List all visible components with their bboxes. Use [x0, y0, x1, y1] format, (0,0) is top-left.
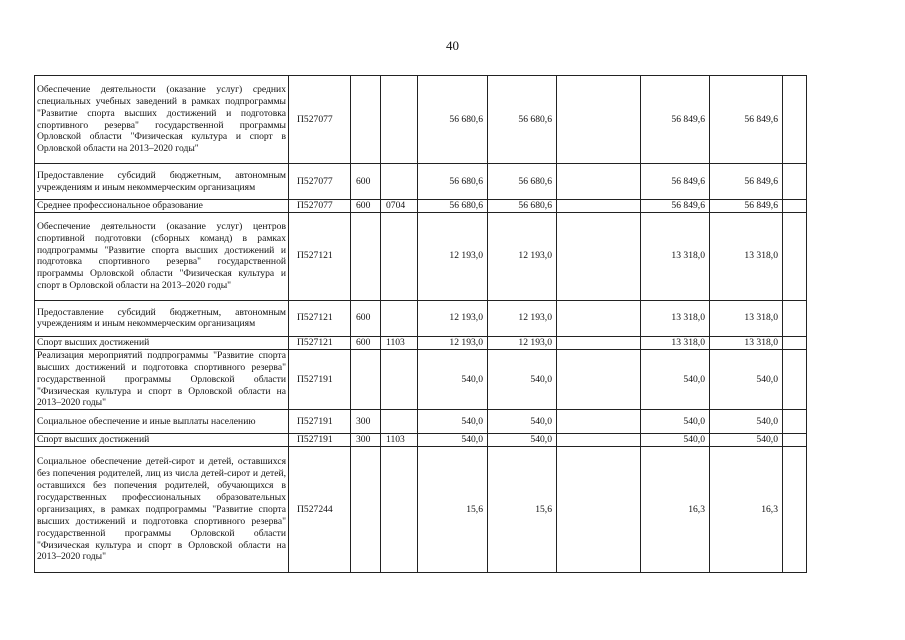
amount-3 [557, 212, 641, 300]
row-description: Среднее профессиональное образование [35, 200, 289, 213]
amount-3 [557, 336, 641, 349]
table-row [35, 349, 807, 410]
amount-2: 540,0 [488, 434, 557, 447]
row-description: Обеспечение деятельности (оказание услуг) средних специальных учебных заведений в рамках подпрограммы "Развитие спорта высших достижений и подготовка спортивного резерва" государственной программы Орловской области "Физическая культура и спорт в Орловской области на 2013–2020 годы" [35, 76, 289, 164]
amount-2: 56 680,6 [488, 164, 557, 200]
amount-3 [557, 434, 641, 447]
row-description: Предоставление субсидий бюджетным, автономным учреждениям и иным некоммерческим организациям [35, 300, 289, 336]
amount-5: 56 849,6 [710, 200, 783, 213]
amount-4: 16,3 [641, 447, 710, 573]
budget-code: П527077 [289, 76, 351, 164]
table-row [35, 434, 807, 447]
budget-code: П527121 [289, 336, 351, 349]
amount-1: 56 680,6 [418, 164, 488, 200]
section-code [381, 300, 418, 336]
amount-3 [557, 447, 641, 573]
section-code: 1103 [381, 336, 418, 349]
amount-5: 56 849,6 [710, 164, 783, 200]
amount-2: 15,6 [488, 447, 557, 573]
amount-4: 540,0 [641, 410, 710, 434]
amount-4: 56 849,6 [641, 164, 710, 200]
budget-code: П527121 [289, 300, 351, 336]
amount-3 [557, 349, 641, 410]
row-description: Предоставление субсидий бюджетным, автономным учреждениям и иным некоммерческим организациям [35, 164, 289, 200]
amount-4: 56 849,6 [641, 200, 710, 213]
expense-type [351, 349, 381, 410]
section-code: 1103 [381, 434, 418, 447]
amount-2: 12 193,0 [488, 336, 557, 349]
amount-2: 12 193,0 [488, 212, 557, 300]
section-code: 0704 [381, 200, 418, 213]
expense-type: 600 [351, 200, 381, 213]
amount-1: 12 193,0 [418, 336, 488, 349]
expense-type [351, 212, 381, 300]
budget-code: П527191 [289, 410, 351, 434]
table-row [35, 336, 807, 349]
amount-4: 540,0 [641, 434, 710, 447]
row-description: Обеспечение деятельности (оказание услуг) центров спортивной подготовки (сборных команд) в рамках подпрограммы "Развитие спорта высших достижений и подготовка спортивного резерва" государственной программы Орловской области "Физическая культура и спорт в Орловской области на 2013–2020 годы" [35, 212, 289, 300]
row-description: Спорт высших достижений [35, 434, 289, 447]
section-code [381, 212, 418, 300]
section-code [381, 410, 418, 434]
row-description: Социальное обеспечение детей-сирот и детей, оставшихся без попечения родителей, лиц из числа детей-сирот и детей, оставшихся без попечения родителей, обучающихся в государственных профессиональных образовательных организациях, в рамках подпрограммы "Развитие спорта высших достижений и подготовка спортивного резерва" государственной программы Орловской области "Физическая культура и спорт в Орловской области на 2013–2020 годы" [35, 447, 289, 573]
budget-code: П527121 [289, 212, 351, 300]
amount-6 [783, 410, 807, 434]
amount-1: 12 193,0 [418, 212, 488, 300]
amount-6 [783, 434, 807, 447]
amount-3 [557, 300, 641, 336]
amount-1: 540,0 [418, 410, 488, 434]
amount-4: 56 849,6 [641, 76, 710, 164]
table-row [35, 200, 807, 213]
amount-1: 540,0 [418, 434, 488, 447]
amount-6 [783, 76, 807, 164]
amount-1: 540,0 [418, 349, 488, 410]
amount-3 [557, 200, 641, 213]
amount-6 [783, 349, 807, 410]
amount-2: 12 193,0 [488, 300, 557, 336]
amount-1: 56 680,6 [418, 76, 488, 164]
amount-5: 540,0 [710, 410, 783, 434]
section-code [381, 447, 418, 573]
amount-1: 56 680,6 [418, 200, 488, 213]
table-row [35, 300, 807, 336]
expense-type: 600 [351, 300, 381, 336]
amount-5: 16,3 [710, 447, 783, 573]
row-description: Спорт высших достижений [35, 336, 289, 349]
amount-4: 540,0 [641, 349, 710, 410]
expense-type: 300 [351, 434, 381, 447]
row-description: Реализация мероприятий подпрограммы "Развитие спорта высших достижений и подготовка спортивного резерва" государственной программы Орловской области "Физическая культура и спорт в Орловской области на 2013–2020 годы" [35, 349, 289, 410]
amount-5: 56 849,6 [710, 76, 783, 164]
amount-5: 13 318,0 [710, 336, 783, 349]
section-code [381, 349, 418, 410]
amount-6 [783, 200, 807, 213]
table-row [35, 410, 807, 434]
budget-code: П527077 [289, 164, 351, 200]
amount-4: 13 318,0 [641, 300, 710, 336]
table-row [35, 164, 807, 200]
amount-3 [557, 164, 641, 200]
row-description: Социальное обеспечение и иные выплаты населению [35, 410, 289, 434]
amount-6 [783, 447, 807, 573]
budget-code: П527191 [289, 349, 351, 410]
amount-6 [783, 212, 807, 300]
amount-2: 56 680,6 [488, 76, 557, 164]
section-code [381, 164, 418, 200]
table-row [35, 76, 807, 164]
amount-2: 540,0 [488, 349, 557, 410]
amount-4: 13 318,0 [641, 212, 710, 300]
expense-type [351, 447, 381, 573]
amount-2: 540,0 [488, 410, 557, 434]
amount-5: 13 318,0 [710, 212, 783, 300]
section-code [381, 76, 418, 164]
amount-3 [557, 410, 641, 434]
amount-2: 56 680,6 [488, 200, 557, 213]
table-row [35, 212, 807, 300]
amount-6 [783, 164, 807, 200]
budget-code: П527244 [289, 447, 351, 573]
amount-1: 12 193,0 [418, 300, 488, 336]
amount-3 [557, 76, 641, 164]
amount-6 [783, 336, 807, 349]
amount-6 [783, 300, 807, 336]
amount-5: 540,0 [710, 349, 783, 410]
budget-code: П527191 [289, 434, 351, 447]
amount-5: 13 318,0 [710, 300, 783, 336]
budget-code: П527077 [289, 200, 351, 213]
amount-1: 15,6 [418, 447, 488, 573]
amount-5: 540,0 [710, 434, 783, 447]
table-row [35, 447, 807, 573]
amount-4: 13 318,0 [641, 336, 710, 349]
budget-table [34, 75, 807, 573]
expense-type: 300 [351, 410, 381, 434]
page-number: 40 [446, 38, 459, 53]
expense-type [351, 76, 381, 164]
expense-type: 600 [351, 336, 381, 349]
expense-type: 600 [351, 164, 381, 200]
